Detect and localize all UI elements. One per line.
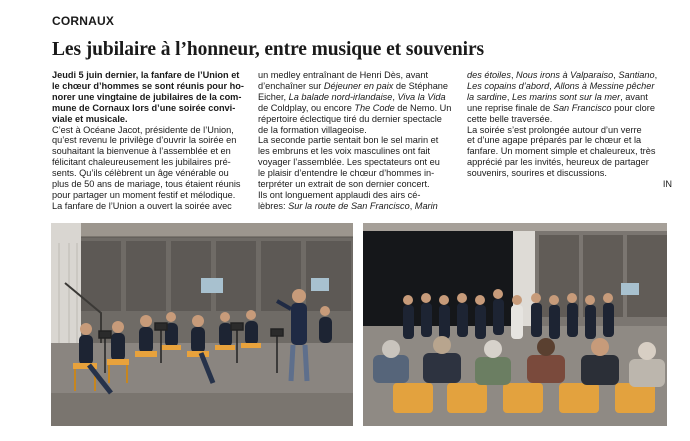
column-3-line: souvenirs, sourires et discussions. <box>467 168 607 179</box>
column-1-line: La fanfare de l’Union a ouvert la soirée avec <box>52 200 232 211</box>
column-2-line: les embruns et les voix masculines ont fait <box>258 146 431 157</box>
column-2-line: répertoire éclectique tiré du dernier spectacle <box>258 113 442 124</box>
column-2-line: voyager l’assemblée. Les spectateurs ont eu <box>258 157 440 168</box>
section-label: CORNAUX <box>52 14 115 28</box>
choir-photo <box>363 223 667 426</box>
article-column-2 <box>258 70 458 212</box>
column-1-line: le chœur d’hommes se sont réunis pour ho- <box>52 80 244 91</box>
column-3-line: cette belle traversée. <box>467 113 553 124</box>
column-2-line: La seconde partie sentait bon le sel marin et <box>258 135 439 146</box>
column-2-line: de la formation villageoise. <box>258 124 367 135</box>
column-2-line: de Coldplay, ou encore The Code de Nemo. Un <box>258 102 452 113</box>
column-2-line: terpréter un extrait de son dernier concert. <box>258 179 430 190</box>
column-3-line: fanfare. Un moment simple et chaleureux, très <box>467 146 656 157</box>
column-1-line: mune de Cornaux lors d’une soirée convi- <box>52 102 236 113</box>
column-3-line: la sardine, Les marins sont sur la mer, avant <box>467 91 648 102</box>
column-3-line: des étoiles, Nous irons à Valparaiso, Santiano, <box>467 70 658 80</box>
column-1-line: viale et musicale. <box>52 113 128 124</box>
column-2-line: un medley entraînant de Henri Dès, avant <box>258 70 429 80</box>
column-2-line: Ils ont longuement applaudi des airs cé- <box>258 189 421 200</box>
column-1-line: plus de 50 ans de mariage, tous étaient réunis <box>52 179 241 190</box>
column-1-line: norer une vingtaine de jubilaires de la com- <box>52 91 242 102</box>
column-3-line: et d’une agape préparés par le chœur et la <box>467 135 642 146</box>
column-3-line: La soirée s’est prolongée autour d’un verre <box>467 124 642 135</box>
column-1-line: souhaitant la bienvenue à l’assemblée et en <box>52 146 231 157</box>
column-2-line: Eicher, La balade nord-irlandaise, Viva la Vida <box>258 91 446 102</box>
article-column-1 <box>52 70 252 212</box>
column-2-line: d’enchaîner sur Déjeuner en paix de Stéphane <box>258 80 449 91</box>
band-photo <box>51 223 353 426</box>
column-3-line: Les copains d’abord, Allons à Messine pêcher <box>467 80 655 91</box>
article-column-3 <box>467 70 672 190</box>
author-signature: IN <box>662 179 672 190</box>
column-1-line: félicitant chaleureusement les jubilaires pré- <box>52 157 231 168</box>
column-2-line: le plaisir d’entendre le chœur d’hommes in- <box>258 168 435 179</box>
article-headline: Les jubilaire à l’honneur, entre musique et souvenirs <box>52 39 485 60</box>
column-2-line: lèbres: Sur la route de San Francisco, Marin <box>258 200 438 211</box>
column-1-line: pour partager un moment festif et mélodique. <box>52 189 236 200</box>
column-3-line: apprécié par les invités, heureux de partager <box>467 157 649 168</box>
column-1-line: sents. Qu’ils célèbrent un âge vénérable ou <box>52 168 229 179</box>
column-1-line: qu’est revenu le privilège d’ouvrir la soirée en <box>52 135 237 146</box>
column-3-line: une reprise finale de San Francisco pour clore <box>467 102 655 113</box>
column-1-line: Jeudi 5 juin dernier, la fanfare de l’Union et <box>52 70 240 80</box>
column-1-line: C’est à Océane Jacot, présidente de l’Union, <box>52 124 234 135</box>
